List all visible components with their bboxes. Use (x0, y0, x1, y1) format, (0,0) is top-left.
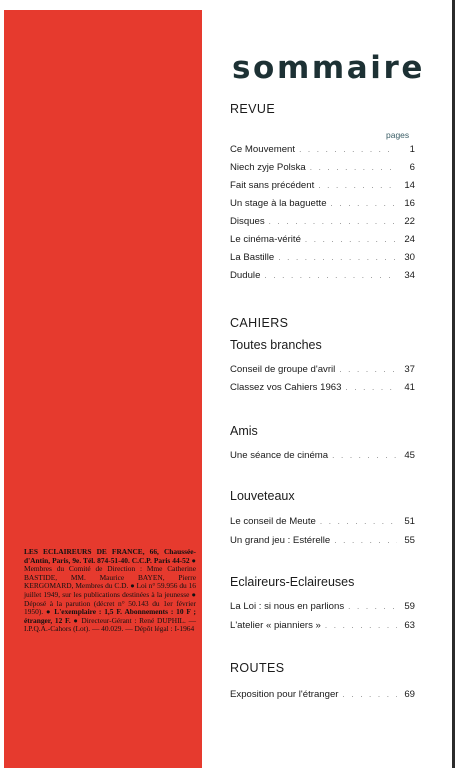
leader-dots (345, 383, 397, 392)
entry-page: 6 (409, 162, 415, 173)
entry-title: La Loi : si nous en parlions (230, 601, 345, 612)
entry-page: 59 (404, 601, 415, 612)
toc-entry[interactable] (230, 234, 415, 248)
leader-dots (318, 181, 397, 190)
toc-entry[interactable] (230, 689, 415, 703)
imprint-text (24, 548, 196, 634)
section-heading-amis: Amis (230, 424, 258, 438)
entry-page: 63 (404, 620, 415, 631)
entry-page: 1 (409, 144, 415, 155)
entry-title: La Bastille (230, 252, 275, 263)
right-edge-rule (452, 0, 455, 768)
entry-title: Fait sans précédent (230, 180, 315, 191)
leader-dots (331, 199, 397, 208)
entry-page: 51 (404, 516, 415, 527)
pages-column-label: pages (386, 130, 410, 140)
entry-page: 16 (404, 198, 415, 209)
toc-entry[interactable] (230, 620, 415, 634)
entry-page: 30 (404, 252, 415, 263)
toc-entry[interactable] (230, 601, 415, 615)
leader-dots (348, 602, 397, 611)
leader-dots (278, 253, 397, 262)
imprint-manager: ● Directeur-Gérant : René DUPHIL. — I.P.Q.A.-Cahors (Lot). — 40.029. — Dépôt légal : I-1964 (24, 615, 196, 634)
entry-title: Disques (230, 216, 265, 227)
leader-dots (334, 536, 397, 545)
entry-title: Dudule (230, 270, 261, 281)
entry-title: Un grand jeu : Estérelle (230, 535, 331, 546)
toc-entry[interactable] (230, 535, 415, 549)
leader-dots (339, 365, 397, 374)
entry-page: 34 (404, 270, 415, 281)
entry-page: 22 (404, 216, 415, 227)
leader-dots (310, 163, 397, 172)
entry-title: Exposition pour l'étranger (230, 689, 339, 700)
leader-dots (305, 235, 397, 244)
toc-entry[interactable] (230, 198, 415, 212)
toc-entry[interactable] (230, 364, 415, 378)
entry-page: 14 (404, 180, 415, 191)
toc-entry[interactable] (230, 144, 415, 158)
entry-title: Niech zyje Polska (230, 162, 306, 173)
leader-dots (325, 621, 397, 630)
entry-page: 45 (404, 450, 415, 461)
entry-title: Une séance de cinéma (230, 450, 329, 461)
toc-entry[interactable] (230, 216, 415, 230)
toc-entry[interactable] (230, 162, 415, 176)
entry-title: Classez vos Cahiers 1963 (230, 382, 342, 393)
entry-title: Le conseil de Meute (230, 516, 316, 527)
red-cover-panel (4, 10, 202, 768)
leader-dots (269, 217, 397, 226)
toc-entry[interactable] (230, 516, 415, 530)
toc-entry[interactable] (230, 270, 415, 284)
subheading-toutes-branches: Toutes branches (230, 338, 322, 352)
entry-title: Ce Mouvement (230, 144, 296, 155)
toc-entry[interactable] (230, 450, 415, 464)
toc-entry[interactable] (230, 382, 415, 396)
leader-dots (264, 271, 397, 280)
imprint-publisher: LES ECLAIREURS DE FRANCE, 66, Chaussée-d'Antin, Paris, 9e. Tél. 874-51-40. C.C.P. Paris 44-52 (24, 547, 196, 565)
leader-dots (299, 145, 397, 154)
leader-dots (343, 690, 398, 699)
entry-title: Un stage à la baguette (230, 198, 327, 209)
imprint-subscription: ● L'exemplaire : 1,5 F. Abonnements : 10 F ; étranger, 12 F. (24, 607, 196, 625)
entry-page: 69 (404, 689, 415, 700)
toc-entry[interactable] (230, 180, 415, 194)
entry-title: Conseil de groupe d'avril (230, 364, 336, 375)
entry-page: 41 (404, 382, 415, 393)
imprint-law: ● Loi n° 59.956 du 16 juillet 1949, sur les publications destinées à la jeunesse ● Déposé à la parution (décret n° 50.143 du 1er février 1950). (24, 581, 196, 617)
leader-dots (332, 451, 397, 460)
section-heading-routes: ROUTES (230, 661, 285, 675)
entry-page: 37 (404, 364, 415, 375)
section-heading-revue: REVUE (230, 102, 276, 116)
section-heading-eclaireurs: Eclaireurs-Eclaireuses (230, 575, 355, 589)
entry-page: 55 (404, 535, 415, 546)
imprint-committee: ● Membres du Comité de Direction : Mme Catherine BASTIDE, MM. Maurice BAYEN, Pierre KERGOMARD, Membres du C.D. (24, 555, 197, 591)
entry-title: L'atelier « pianniers » (230, 620, 321, 631)
section-heading-cahiers: CAHIERS (230, 316, 289, 330)
page-title: sommaire (232, 50, 426, 86)
section-heading-louveteaux: Louveteaux (230, 489, 295, 503)
leader-dots (320, 517, 397, 526)
entry-title: Le cinéma-vérité (230, 234, 301, 245)
toc-entry[interactable] (230, 252, 415, 266)
entry-page: 24 (404, 234, 415, 245)
